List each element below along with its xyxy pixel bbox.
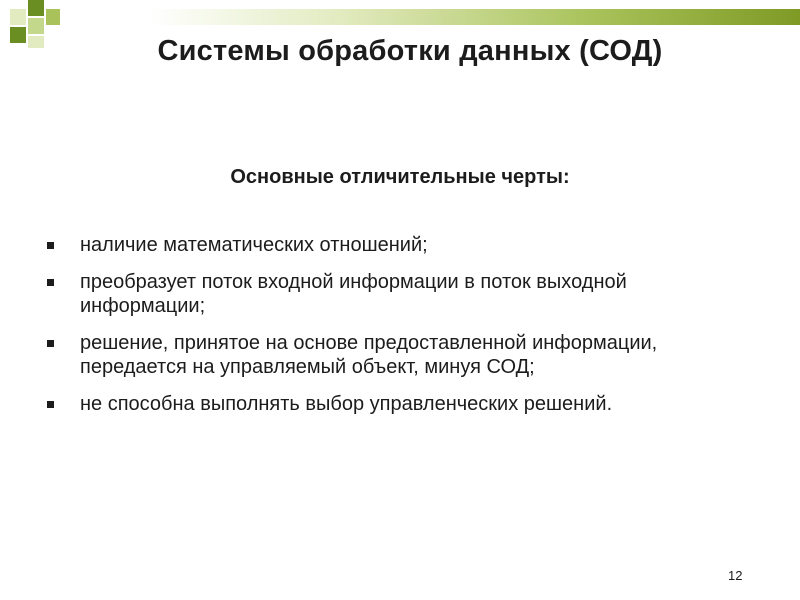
decor-square-3 — [10, 27, 26, 43]
decor-square-4 — [28, 18, 44, 34]
bullet-item — [46, 270, 736, 318]
bullet-square-icon — [47, 401, 54, 408]
bullet-item — [46, 331, 736, 379]
decor-square-2 — [28, 0, 44, 16]
top-decorative-bar — [60, 9, 800, 25]
decor-square-1 — [10, 9, 26, 25]
bullet-item — [46, 392, 736, 416]
bullet-text: наличие математических отношений; — [80, 234, 428, 256]
bullet-list — [46, 233, 736, 429]
decor-square-6 — [28, 36, 44, 48]
bullet-square-icon — [47, 242, 54, 249]
bullet-text: преобразует поток входной информации в поток выходной информации; — [80, 271, 627, 317]
slide-title: Системы обработки данных (СОД) — [157, 35, 663, 67]
bullet-square-icon — [47, 279, 54, 286]
page-number: 12 — [728, 568, 743, 583]
bullet-square-icon — [47, 340, 54, 347]
decor-square-5 — [46, 9, 60, 25]
bullet-text: не способна выполнять выбор управленческих решений. — [80, 393, 613, 415]
slide-subtitle: Основные отличительные черты: — [230, 166, 570, 188]
bullet-text: решение, принятое на основе предоставленной информации, передается на управляемый объект, минуя СОД; — [80, 332, 658, 378]
bullet-item — [46, 233, 736, 257]
